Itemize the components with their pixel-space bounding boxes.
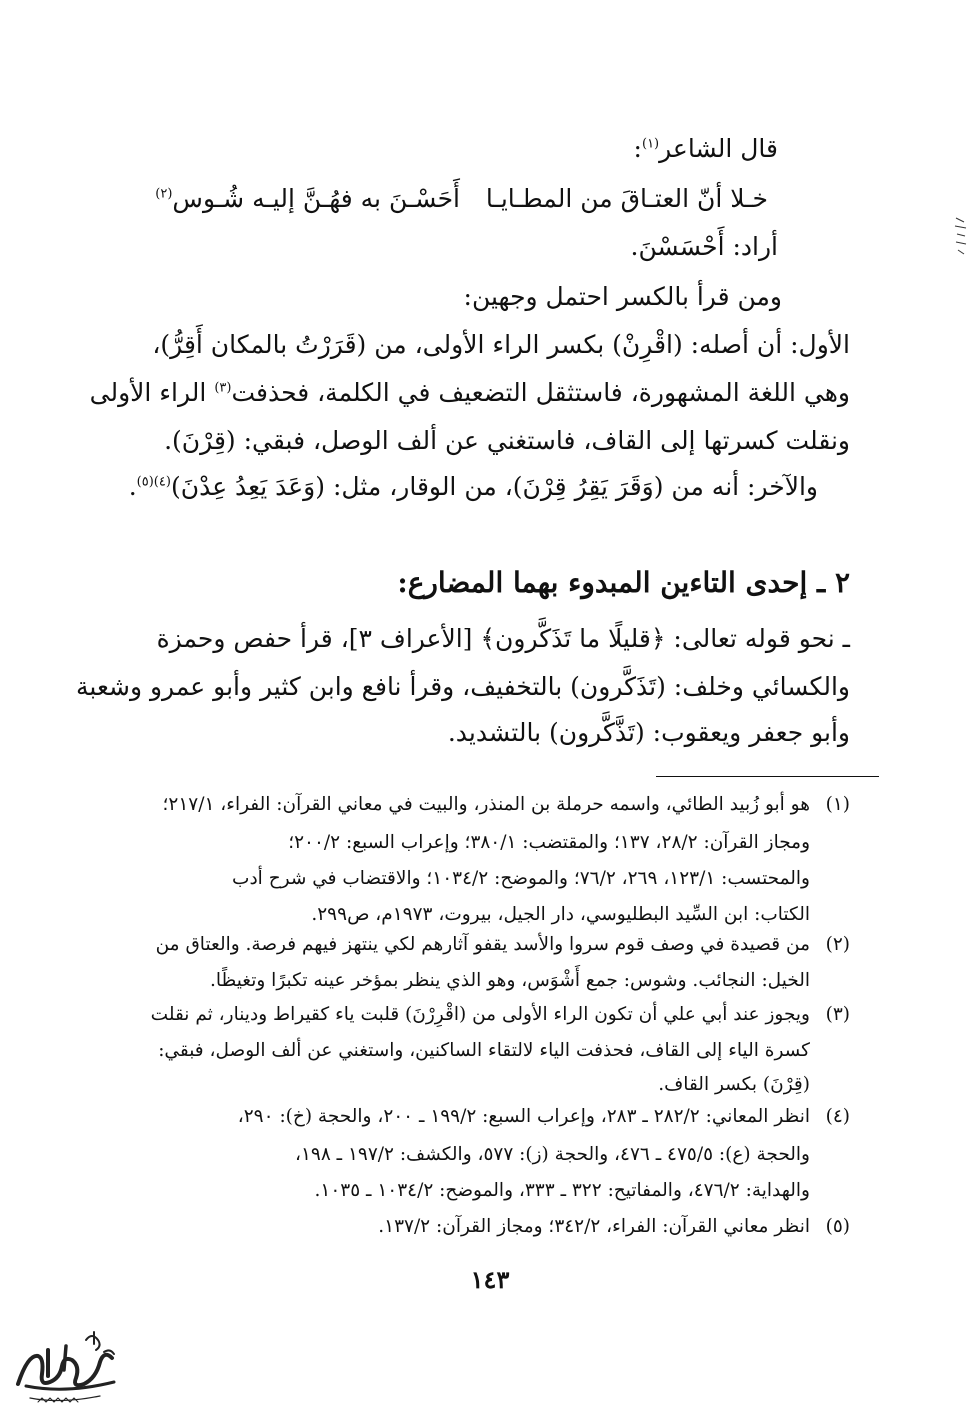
body-line: الأول: أن أصله: (اقْرِنْ) بكسر الراء الأولى، من (قَرَرْتُ بالمكان أَقِرُّ)،: [152, 330, 850, 359]
section-line: وأبو جعفر ويعقوب: (تَذَّكَّرون) بالتشديد.: [447, 718, 850, 747]
body-line: ونقلت كسرتها إلى القاف، فاستغني عن ألف الوصل، فبقي: (قِرْنَ).: [164, 426, 850, 455]
section-heading: ٢ ـ إحدى التاءين المبدوء بهما المضارع:: [397, 566, 850, 599]
body-line: ومن قرأ بالكسر احتمل وجهين:: [463, 282, 782, 311]
section-line: ـ نحو قوله تعالى: ﴿قليلًا ما تَذَكَّرون﴾ [الأعراف ٣]، قرأ حفص وحمزة: [156, 624, 850, 653]
footnote-ref[interactable]: (١): [641, 136, 660, 152]
footnote-line: انظر معاني القرآن: الفراء، ٣٤٢/٢؛ ومجاز القرآن: ١٣٧/٢.: [378, 1216, 810, 1237]
scan-edge-mark: [954, 214, 968, 260]
body-line: والآخر: أنه من (وَقَرَ يَقِرُ قِرْنَ)، من الوقار، مثل: (وَعَدَ يَعِدُ عِدْنَ)$^{(٤)(٥)}$.: [128, 472, 818, 501]
footnote-line: من قصيدة في وصف قوم سروا والأسد يقفو آثارهم لكي ينتهز فيهم فرصة. والعتاق من: [155, 934, 810, 955]
footnote-ref[interactable]: (٣): [214, 380, 232, 396]
footnote-line: انظر المعاني: ٢٨٢/٢ ـ ٢٨٣، وإعراب السبع: ١٩٩/٢ ـ ٢٠٠، والحجة (خ): ٢٩٠،: [237, 1106, 810, 1127]
section-line: والكسائي وخلف: (تَذَكَّرون) بالتخفيف، وقرأ نافع وابن كثير وأبو عمرو وشعبة: [76, 672, 850, 701]
footnote-line: كسرة الياء إلى القاف، فحذفت الياء لالتقاء الساكنين، واستغني عن ألف الوصل، فبقي:: [158, 1040, 810, 1061]
footnote-line: الخيل: النجائب. وشوس: جمع أَشْوَس، وهو الذي ينظر بمؤخر عينه تكبرًا وتغيظًا.: [210, 970, 810, 991]
footnote-number: (٥): [825, 1216, 850, 1237]
footnote-divider: [656, 776, 879, 777]
footnote-line: والحجة (ع): ٤٧٥/٥ ـ ٤٧٦، والحجة (ز): ٥٧٧، والكشف: ١٩٧/٢ ـ ١٩٨،: [294, 1144, 810, 1165]
footnote-number: (٢): [825, 934, 850, 955]
footnote-number: (٣): [825, 1004, 850, 1025]
footnote-line: هو أبو زُبيد الطائي، واسمه حرملة بن المنذر، والبيت في معاني القرآن: الفراء، ٢١٧/١؛: [162, 794, 810, 815]
footnote-line: الكتاب: ابن السِّيد البطليوسي، دار الجيل، بيروت، ١٩٧٣م، ص٢٩٩.: [311, 904, 810, 925]
footnote-number: (٤): [825, 1106, 850, 1127]
page-number: ١٤٣: [470, 1265, 510, 1294]
footnote-line: (قِرْنَ) بكسر القاف.: [658, 1074, 810, 1095]
verse-second-hemistich: أَحَسْـنَ به فهُـنَّ إليـه شُـوس$^{(٢)}$: [155, 184, 460, 213]
footnote-line: والمحتسب: ١٢٣/١، ٢٦٩، ٧٦/٢؛ والموضح: ١٠٣٤/٢؛ والاقتضاب في شرح أدب: [232, 868, 810, 889]
footnote-line: والهداية: ٤٧٦/٢، والمفاتيح: ٣٢٢ ـ ٣٣٣، والموضح: ١٠٣٤/٢ ـ ١٠٣٥.: [314, 1180, 810, 1201]
footnote-ref[interactable]: (٤)(٥): [136, 474, 171, 490]
footnote-number: (١): [825, 794, 850, 815]
footnote-line: ويجوز عند أبي علي أن تكون الراء الأولى من (اقْرِرْنَ) قلبت ياء كقيراط ودينار، ثم نقلت: [150, 1004, 810, 1025]
verse-first-hemistich: خـلا أنّ العتـاقَ من المطـايـا: [485, 184, 768, 213]
library-stamp-logo: [8, 1326, 126, 1408]
meant-line: أراد: أَحْسَسْنَ.: [630, 232, 778, 261]
footnote-line: ومجاز القرآن: ٢٨/٢، ١٣٧؛ والمقتضب: ٣٨٠/١؛ وإعراب السبع: ٢٠٠/٢؛: [288, 832, 810, 853]
poet-intro: قال الشاعر$^{(١)}$:: [633, 134, 778, 163]
footnote-ref[interactable]: (٢): [155, 186, 173, 202]
body-line: وهي اللغة المشهورة، فاستثقل التضعيف في الكلمة، فحذفت$^{(٣)}$ الراء الأولى: [89, 378, 850, 407]
